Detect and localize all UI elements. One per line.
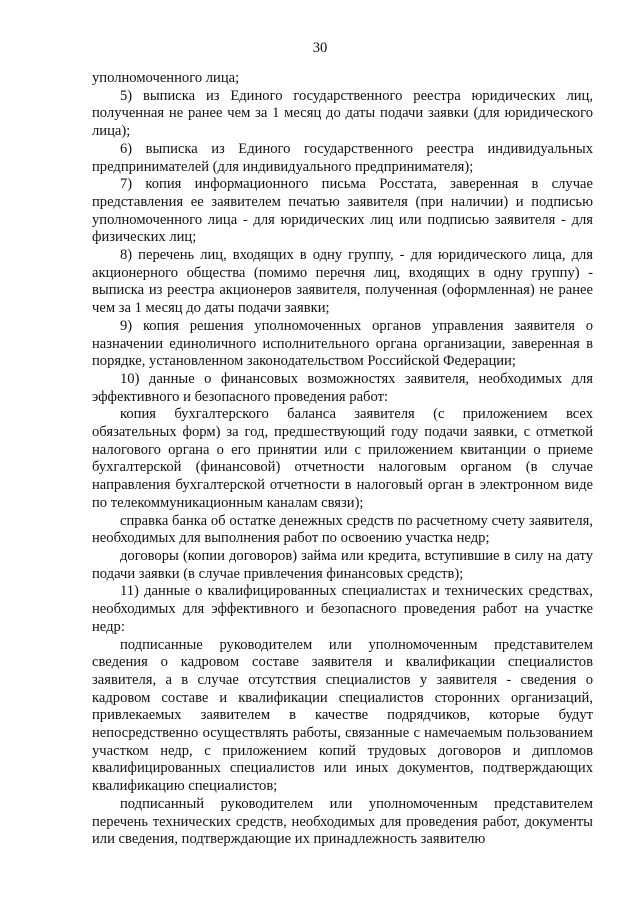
paragraph-loan-contracts: договоры (копии договоров) займа или кредита, вступившие в силу на дату подачи заявки (в случае привлечения финансовых средств);: [92, 547, 593, 582]
paragraph-item-11: 11) данные о квалифицированных специалистах и технических средствах, необходимых для эффективного и безопасного проведения работ на участке недр:: [92, 583, 593, 635]
paragraph-item-6: 6) выписка из Единого государственного реестра индивидуальных предпринимателей (для индивидуального предпринимателя);: [92, 140, 593, 175]
paragraph-item-7: 7) копия информационного письма Росстата, заверенная в случае представления ее заявителем печатью заявителя (при наличии) и подписью уполномоченного лица - для юридических лиц или подписью заявителя - для физических лиц;: [92, 176, 593, 246]
paragraph-item-8: 8) перечень лиц, входящих в одну группу, - для юридического лица, для акционерного общества (помимо перечня лиц, входящих в одну группу) - выписка из реестра акционеров заявителя, полученная (оформленная) не ранее чем за 1 месяц до даты подачи заявки;: [92, 247, 593, 317]
paragraph-item-9: 9) копия решения уполномоченных органов управления заявителя о назначении единоличного исполнительного органа организации, заверенная в порядке, установленном законодательством Российской Федерации;: [92, 317, 593, 370]
paragraph-balance-copy: копия бухгалтерского баланса заявителя (с приложением всех обязательных форм) за год, предшествующий году подачи заявки, с отметкой налогового органа о его принятии или с приложением квитанции о приеме бухгалтерской (финансовой) отчетности налоговым органом (в случае направления бухгалтерской отчетности в налоговый орган в электронном виде по телекоммуникационным каналам связи);: [92, 406, 593, 511]
paragraph-bank-statement: справка банка об остатке денежных средств по расчетному счету заявителя, необходимых для выполнения работ по освоению участка недр;: [92, 512, 593, 547]
page-number: 30: [312, 40, 328, 56]
paragraph-continuation: уполномоченного лица;: [92, 70, 240, 86]
paragraph-item-5: 5) выписка из Единого государственного реестра юридических лиц, полученная не ранее чем за 1 месяц до даты подачи заявки (для юридического лица);: [92, 87, 593, 140]
paragraph-staff-info: подписанные руководителем или уполномоченным представителем сведения о кадровом составе заявителя и квалификации специалистов заявителя, а в случае отсутствия специалистов у заявителя - сведения о кадровом составе и квалификации специалистов сторонних организаций, привлекаемых заявителем в качестве подрядчиков, которые будут непосредственно осуществлять работы, связанные с намечаемым пользованием участком недр, с приложением копий трудовых договоров и дипломов квалифицированных специалистов или иных документов, подтверждающих квалификацию специалистов;: [92, 636, 593, 795]
paragraph-technical-means: подписанный руководителем или уполномоченным представителем перечень технических средств, необходимых для проведения работ, документы или сведения, подтверждающие их принадлежность заявителю: [92, 795, 593, 848]
paragraph-item-10: 10) данные о финансовых возможностях заявителя, необходимых для эффективного и безопасного проведения работ:: [92, 370, 593, 405]
document-body: [92, 70, 593, 849]
